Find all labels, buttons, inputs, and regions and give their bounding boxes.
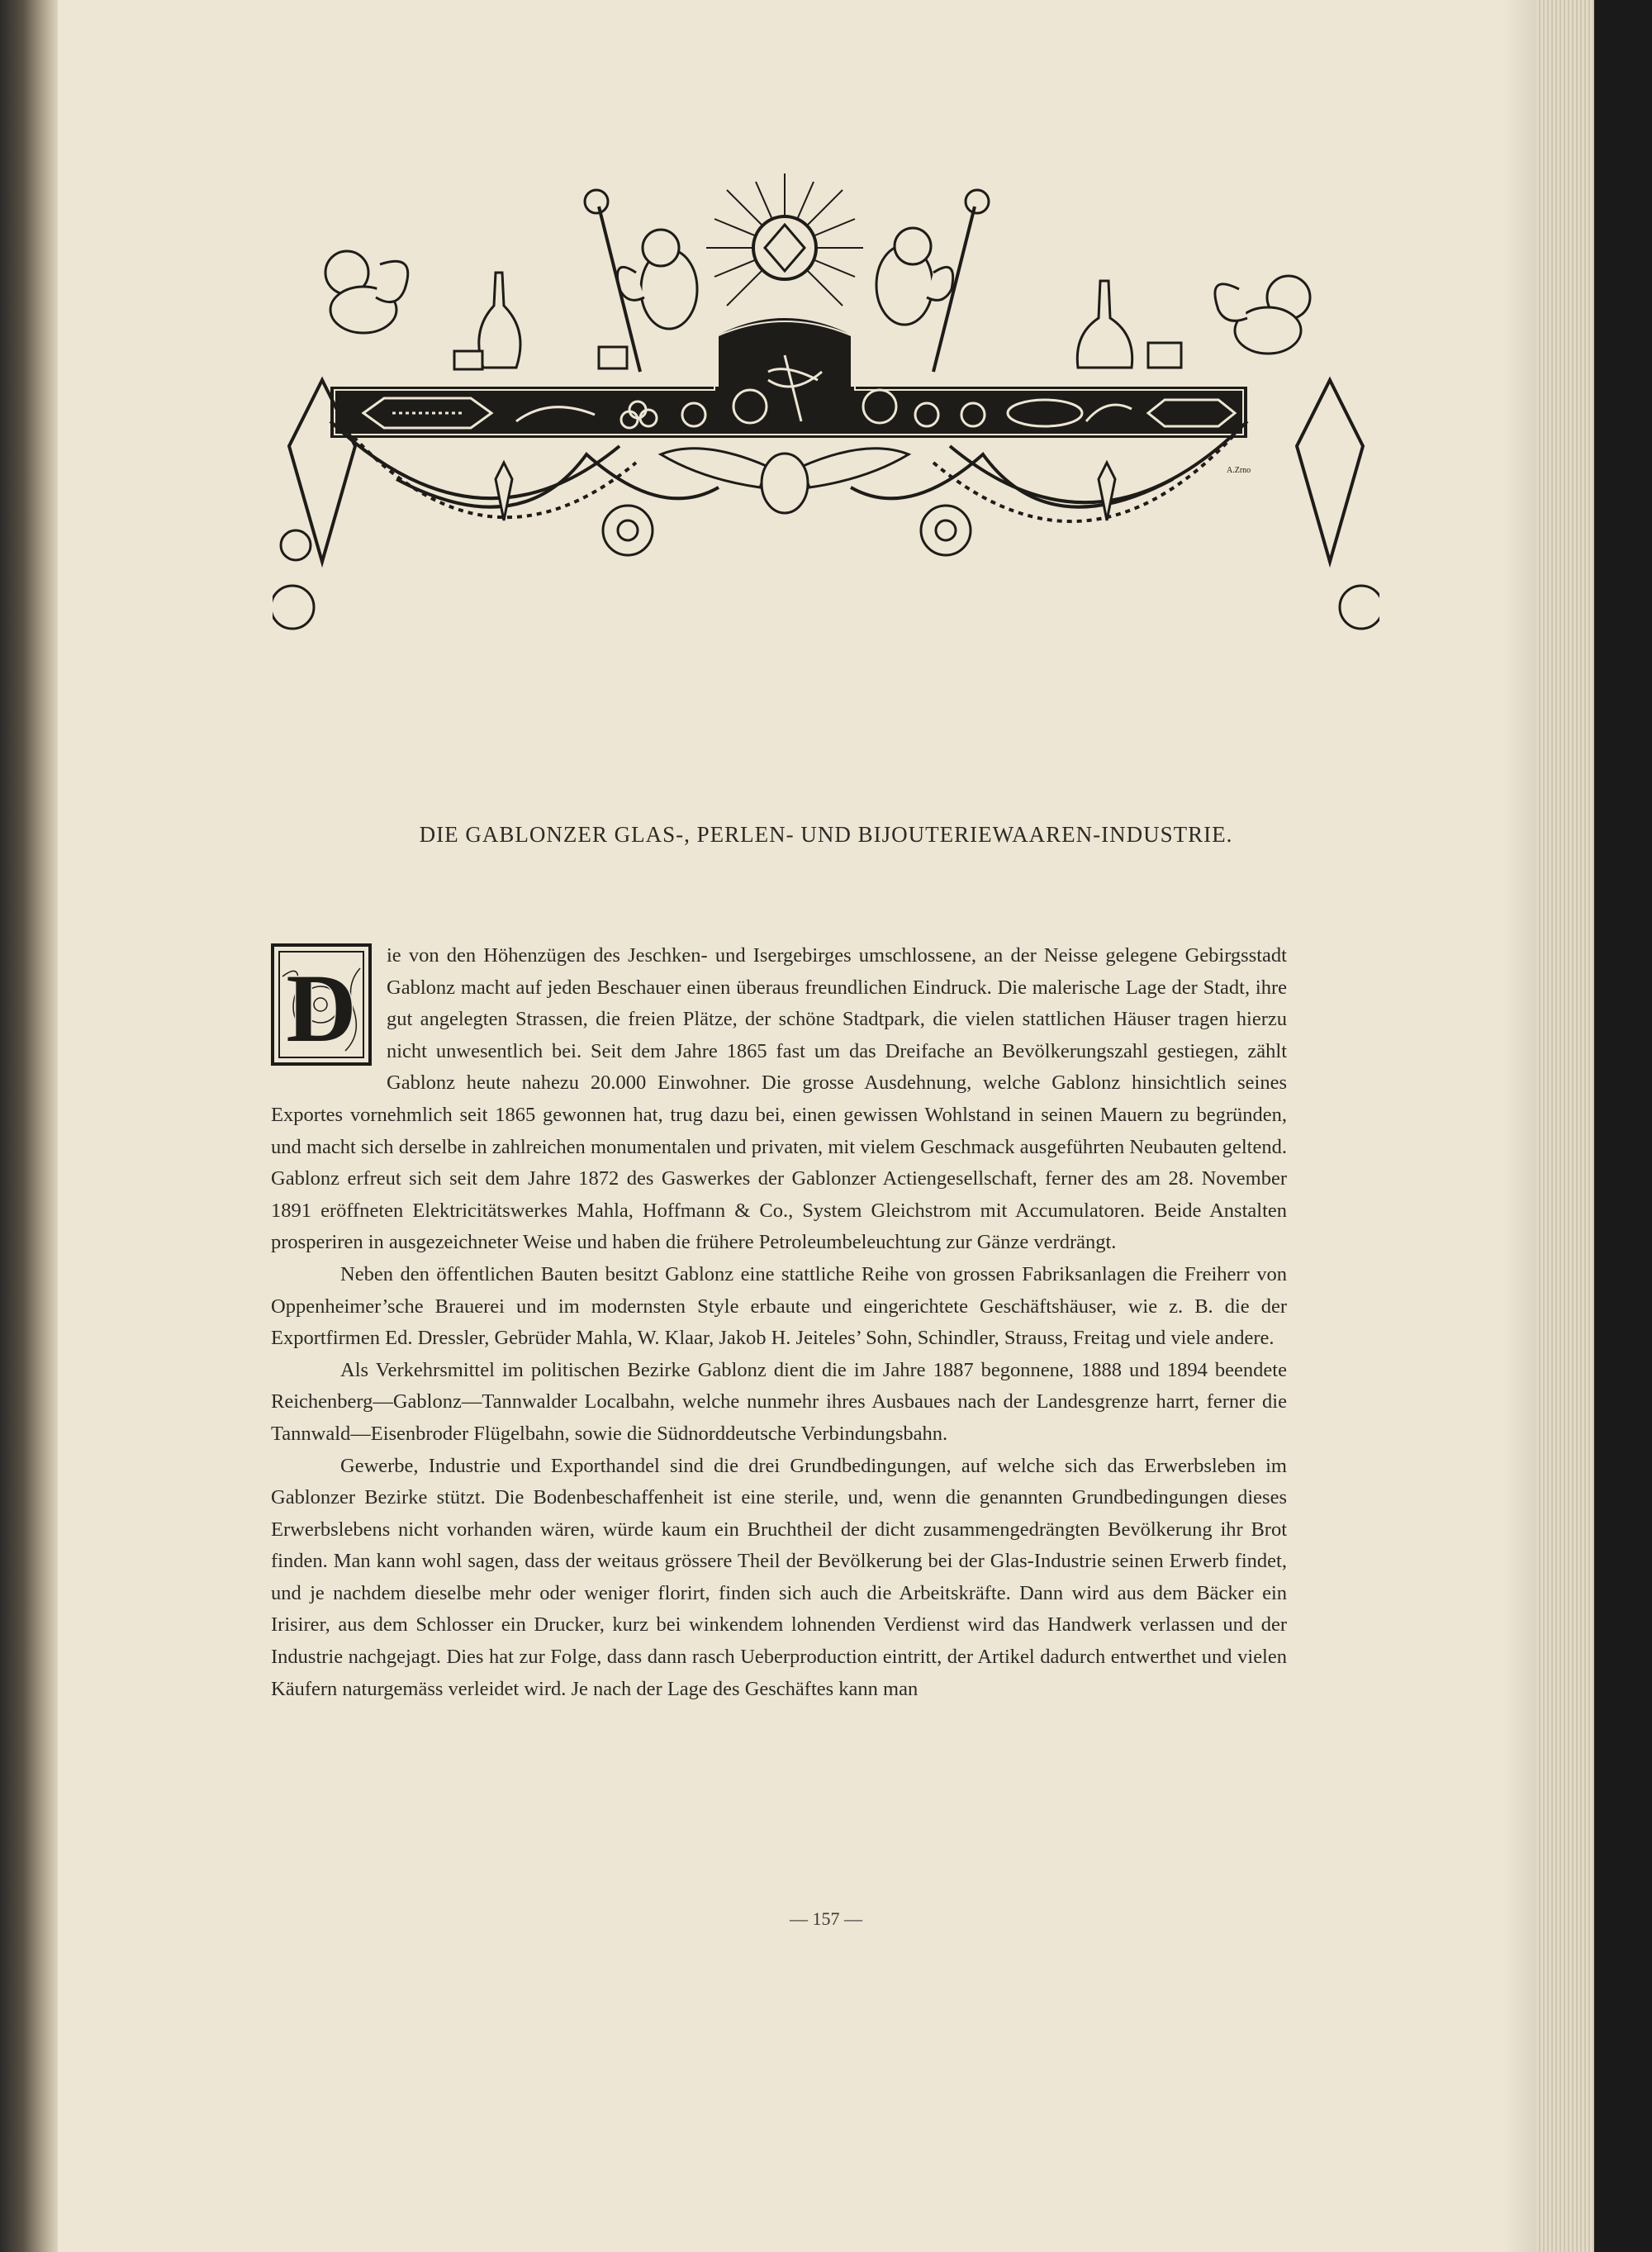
cherub-left-icon xyxy=(585,190,697,372)
paragraph-4: Gewerbe, Industrie und Exporthandel sind die drei Grundbedingungen, auf welche sich das Erwerbsleben im Gablonzer Bezirke stützt. Die Bodenbeschaffenheit ist eine sterile, und, wenn die genannten Grundbedingungen dieses Erwerbslebens nicht vorhanden wären, würde kaum ein Bruchtheil der dicht zusammengedrängten Bevölkerung ihr Brot finden. Man kann wohl sagen, dass der weitaus grössere Theil der Bevölkerung bei der Glas-Industrie seinen Erwerb findet, und je nachdem dieselbe mehr oder weniger florirt, finden sich auch die Arbeitskräfte. Dann wird aus dem Bäcker ein Irisirer, aus dem Schlosser ein Drucker, kurz bei winkendem lohnenden Verdienst wird das Handwerk verlassen und der Industrie nachgejagt. Dies hat zur Folge, dass dann rasch Ueberproduction eintritt, der Artikel dadurch entwerthet und vielen Käufern naturgemäss verleidet wird. Je nach der Lage des Geschäftes kann man xyxy=(271,1454,1287,1700)
paragraph-1-text: ie von den Höhenzügen des Jeschken- und Isergebirges umschlossene, an der Neisse gelegene Gebirgsstadt Gablonz macht auf jeden Beschauer einen überaus freundlichen Eindruck. Die malerische Lage der Stadt, ihre gut angelegten Strassen, die freien Plätze, der schöne Stadtpark, die vielen stattlichen Häuser tragen hierzu nicht unwesentlich bei. Seit dem Jahre 1865 fast um das Dreifache an Bevölkerungszahl gestiegen, zählt Gablonz heute nahezu 20.000 Einwohner. Die grosse Ausdehnung, welche Gablonz hinsichtlich seines Exportes vornehmlich seit 1865 gewonnen hat, trug dazu bei, einen gewissen Wohlstand in seinen Mauern zu begründen, und macht sich derselbe in zahlreichen monumentalen und privaten, mit vielem Geschmack ausgeführten Neubauten geltend. Gablonz erfreut sich seit dem Jahre 1872 des Gaswerkes der Gablonzer Actiengesellschaft, ferner des am 28. November 1891 eröffneten Elektricitätswerkes Mahla, Hoffmann & Co., System Gleichstrom mit Accumulatoren. Beide Anstalten prosperiren in ausgezeichneter Weise und haben die frühere Petroleumbeleuchtung zur Gänze verdrängt. xyxy=(271,944,1287,1254)
vase-icon xyxy=(479,273,520,368)
cherub-right-icon xyxy=(876,190,989,372)
paragraph-1 xyxy=(271,940,1287,1259)
winged-head-icon xyxy=(661,449,909,513)
headpiece-ornament xyxy=(273,173,1379,653)
drop-cap-letter: D xyxy=(286,954,357,1062)
artist-signature: A.Zrno xyxy=(1227,466,1251,475)
paragraph-3: Als Verkehrsmittel im politischen Bezirke Gablonz dient die im Jahre 1887 begonnene, 1888 und 1894 beendete Reichenberg—Gablonz—Tannwalder Localbahn, welche nunmehr ihres Ausbaues nach der Landesgrenze harrt, ferner die Tannwald—Eisenbroder Flügelbahn, sowie die Südnorddeutsche Verbindungsbahn. xyxy=(271,1358,1287,1445)
article-body xyxy=(271,940,1287,1705)
page-number: — 157 — xyxy=(790,1908,862,1929)
page-heading: DIE GABLONZER GLAS-, PERLEN- UND BIJOUTERIEWAAREN-INDUSTRIE. xyxy=(419,822,1233,847)
pendant-medallions xyxy=(273,463,1379,629)
paragraph-2: Neben den öffentlichen Bauten besitzt Gablonz eine stattliche Reihe von grossen Fabriksanlagen die Freiherr von Oppenheimer’sche Brauerei und im modernsten Style erbaute und eingerichtete Geschäftshäuser, wie z. B. die der Exportfirmen Ed. Dressler, Gebrüder Mahla, W. Klaar, Jakob H. Jeiteles’ Sohn, Schindler, Strauss, Freitag und viele andere. xyxy=(271,1262,1287,1350)
putto-far-left-icon xyxy=(325,251,408,333)
radiant-star-icon xyxy=(706,173,863,306)
drop-cap-d xyxy=(271,943,372,1066)
putto-far-right-icon xyxy=(1215,276,1310,354)
